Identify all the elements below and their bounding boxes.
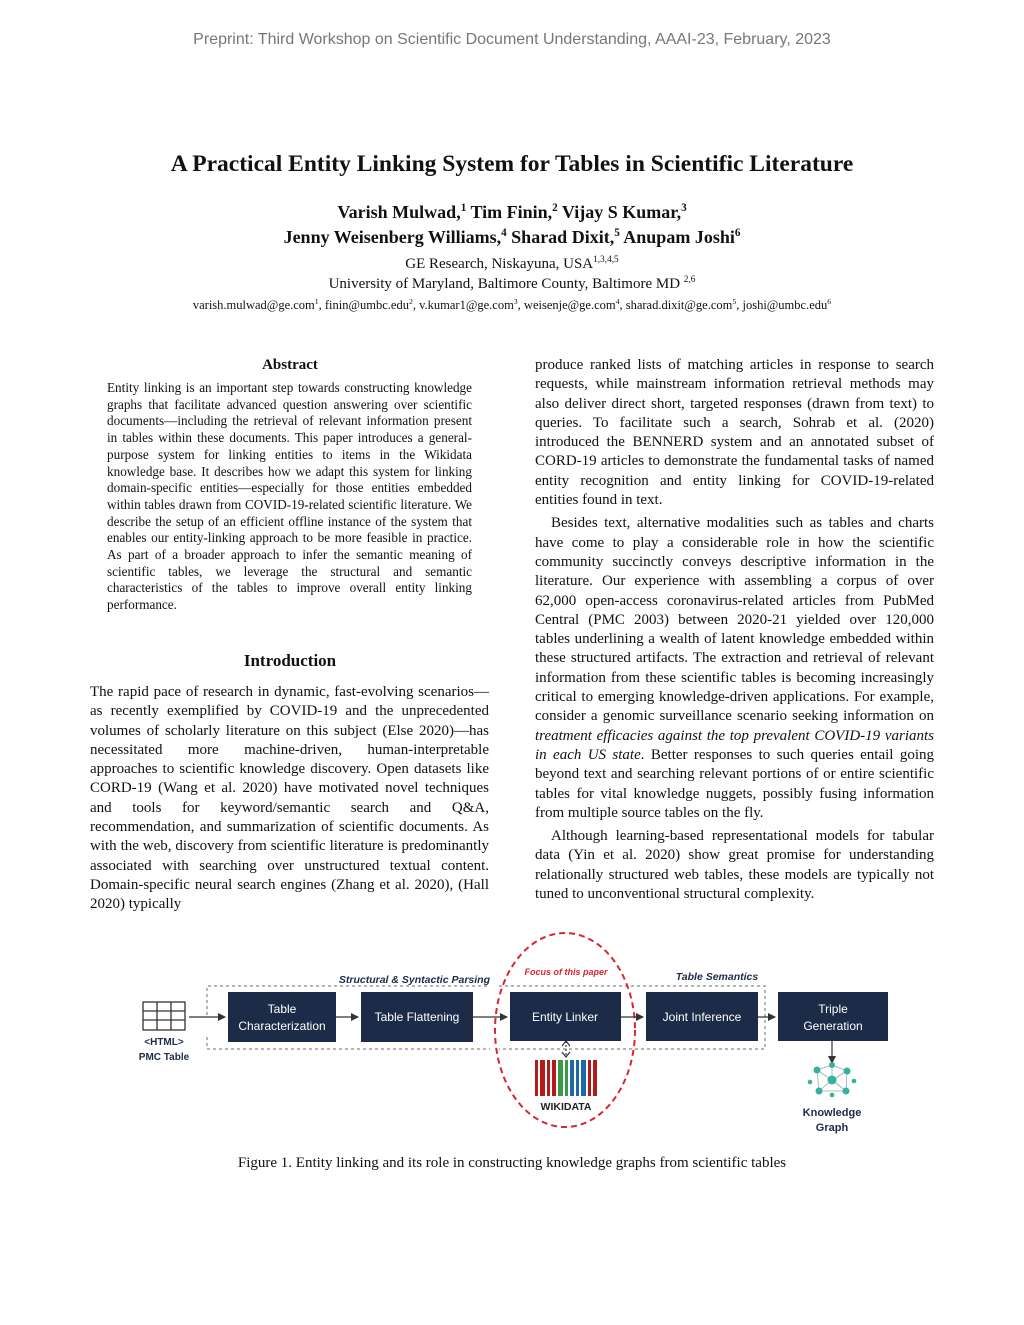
email-line (0, 298, 1024, 313)
box-label: Generation (803, 1019, 863, 1033)
author-sup: 5 (614, 227, 620, 239)
introduction-heading: Introduction (243, 651, 337, 670)
email[interactable]: , v.kumar1@ge.com (412, 298, 514, 312)
author-name: Jenny Weisenberg Williams, (283, 227, 502, 247)
box-joint-inference (646, 992, 758, 1041)
email-sup: 5 (732, 296, 737, 306)
email-sup: 3 (513, 296, 518, 306)
author-name: Anupam Joshi (619, 227, 735, 247)
affiliation-text: University of Maryland, Baltimore County, Baltimore MD (328, 276, 684, 292)
intro-p3-text: Besides text, alternative modalities such as tables and charts have come to play a considerable role in how the scientific community succinctly conveys descriptive information in the literature. Our experience with assembling a corpus of over 62,000 open-access coronavirus-related articles from PubMed Central (PMC 2003) between 2020-21 yielded over 120,000 tables underlining a wealth of latent knowledge embedded within these structured artifacts. The extraction and retrieval of relevant information from these scientific tables is becoming increasingly critical to emerging knowledge-driven applications. For example, consider a genomic surveillance scenario seeking information on (535, 515, 934, 725)
kg-label-2: Graph (815, 1122, 849, 1134)
pmc-table-label: PMC Table (138, 1052, 190, 1063)
email-sup: 4 (615, 296, 620, 306)
box-table-characterization (228, 992, 336, 1042)
affiliation-2 (0, 276, 1024, 293)
focus-label: Focus of this paper (524, 967, 608, 977)
box-triple-generation (778, 992, 888, 1041)
intro-paragraph-3 (535, 514, 934, 823)
affiliation-sup: 2,6 (683, 275, 696, 285)
box-label: Table Flattening (374, 1010, 460, 1024)
author-name: Tim Finin, (466, 202, 553, 222)
author-sup: 6 (734, 227, 741, 239)
wikidata-logo (535, 1060, 597, 1113)
kg-label-1: Knowledge (802, 1107, 862, 1119)
author-sup: 2 (552, 202, 558, 214)
affiliation-1 (0, 256, 1024, 273)
intro-p3-text-end: . Better responses to such queries entail going beyond text and searching relevant portions of or entire scientific tables for vital knowledge nuggets, possibly fusing information from multiple source tables on the fly. (535, 746, 934, 821)
email[interactable]: , sharad.dixit@ge.com (619, 298, 733, 312)
group-structural-label: Structural & Syntactic Parsing (338, 974, 490, 986)
figure-1-pipeline-diagram (125, 925, 915, 1140)
email-sup: 2 (408, 296, 413, 306)
intro-paragraph-1: The rapid pace of research in dynamic, fast-evolving scenarios—as recently exemplified by COVID-19 and the unprecedented volumes of scholarly literature on this subject (Else 2020)—has necessitated more machine-driven, human-interpretable approaches to scientific knowledge discovery. Open datasets like CORD-19 (Wang et al. 2020) have motivated novel techniques and tools for keyword/semantic search and Q&A, recommendation, and summarization of scientific documents. As with the web, discovery from scientific literature is predominantly associated with searching over unstructured textual content. Domain-specific neural search engines (Zhang et al. 2020), (Hall 2020) typically (90, 684, 489, 913)
box-label: Joint Inference (662, 1010, 742, 1024)
abstract-heading: Abstract (262, 357, 318, 373)
abstract-text: Entity linking is an important step towards constructing knowledge graphs that facilitate advanced question answering over scientific documents—including the retrieval of relevant information present in tables within these documents. This paper introduces a general-purpose system for linking entities to items in the Wikidata knowledge base. It describes how we adapt this system for linking domain-specific entities—especially for those entities embedded within tables drawn from COVID-19-related scientific literature. We describe the setup of an efficient offline instance of the system that enables our entity-linking approach to be more feasible in practice. As part of a broader approach to infer the semantic meaning of scientific tables, we leverage the structural and semantic characteristics of the tables to improve overall entity linking performance. (107, 380, 472, 613)
author-name: Sharad Dixit, (506, 227, 615, 247)
html-label: <HTML> (144, 1037, 184, 1048)
author-sup: 1 (460, 202, 467, 214)
html-table-icon (143, 1002, 185, 1030)
box-label: Entity Linker (531, 1010, 599, 1024)
introduction-right-column (535, 356, 934, 904)
email-sup: 6 (827, 296, 832, 306)
author-name: Varish Mulwad, (337, 202, 461, 222)
introduction-left-column (90, 683, 489, 915)
author-name: Vijay S Kumar, (557, 202, 682, 222)
affiliation-sup: 1,3,4,5 (593, 255, 619, 265)
box-table-flattening (361, 992, 473, 1042)
author-line-2 (0, 227, 1024, 248)
knowledge-graph-icon (808, 1062, 857, 1097)
wikidata-label: WIKIDATA (540, 1101, 592, 1113)
box-label: Table (267, 1002, 297, 1016)
box-label: Triple (818, 1002, 848, 1016)
email-sup: 1 (314, 296, 319, 306)
box-label: Characterization (238, 1019, 326, 1033)
email[interactable]: , joshi@umbc.edu (736, 298, 828, 312)
author-sup: 4 (501, 227, 507, 239)
affiliation-text: GE Research, Niskayuna, USA (405, 256, 594, 272)
group-semantics-label: Table Semantics (675, 971, 759, 983)
email[interactable]: varish.mulwad@ge.com (192, 298, 315, 312)
box-entity-linker (510, 992, 621, 1041)
email[interactable]: , weisenje@ge.com (517, 298, 616, 312)
intro-p3-italic: treatment efficacies against the top prevalent COVID-19 variants in each US state (535, 727, 934, 763)
intro-paragraph-4: Although learning-based representational models for tabular data (Yin et al. 2020) show great promise for understanding relationally structured web tables, these models are typically not tuned to unconventional structural complexity. (535, 828, 934, 903)
author-line-1 (0, 202, 1024, 223)
preprint-header: Preprint: Third Workshop on Scientific Document Understanding, AAAI-23, February, 2023 (193, 31, 831, 48)
figure-caption: Figure 1. Entity linking and its role in constructing knowledge graphs from scientific tables (237, 1155, 787, 1171)
paper-title: A Practical Entity Linking System for Tables in Scientific Literature (170, 151, 854, 177)
intro-paragraph-2: produce ranked lists of matching articles in response to search requests, while mainstream information retrieval methods may also deliver direct short, targeted responses (drawn from text) to queries. To facilitate such a search, Sohrab et al. (2020) introduced the BENNERD system and an annotated subset of CORD-19 articles to demonstrate the fundamental tasks of named entity recognition and entity linking for COVID-19-related entities found in text. (535, 357, 934, 509)
author-sup: 3 (681, 202, 687, 214)
abstract-body (107, 380, 472, 614)
email[interactable]: , finin@umbc.edu (318, 298, 409, 312)
